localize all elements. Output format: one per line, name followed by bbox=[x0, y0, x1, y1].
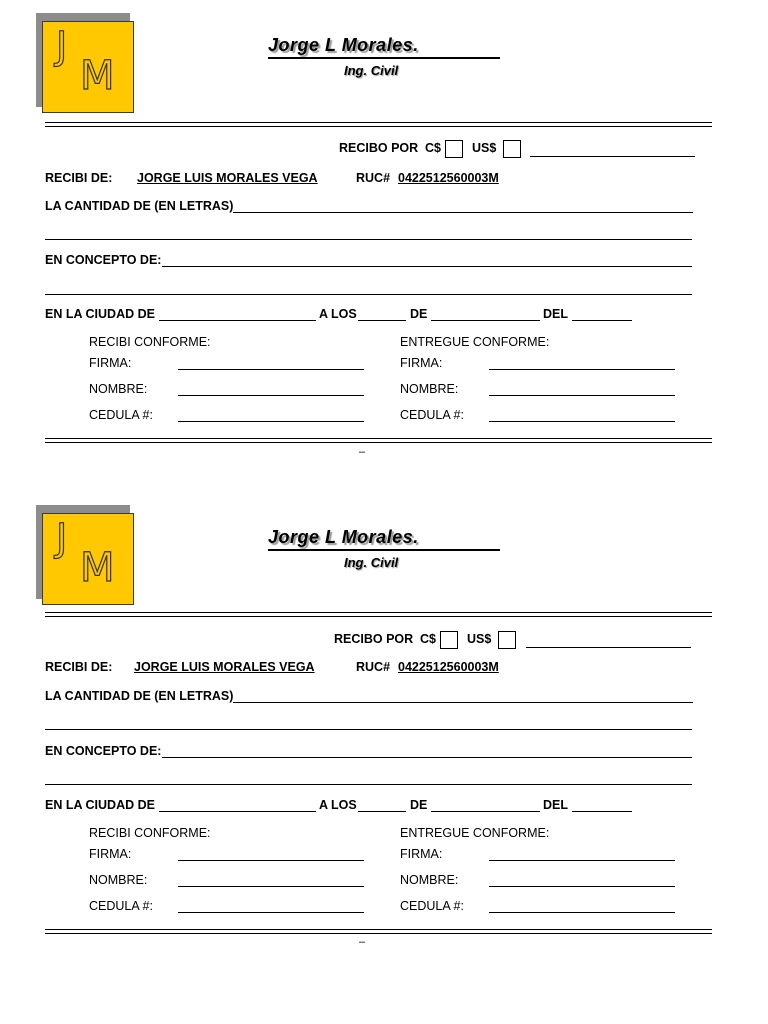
left-firma-label: FIRMA: bbox=[89, 847, 132, 861]
amount-line[interactable] bbox=[526, 647, 691, 648]
right-nombre-line[interactable] bbox=[489, 395, 675, 396]
footer-mark: – bbox=[359, 936, 366, 948]
right-cedula-line[interactable] bbox=[489, 421, 675, 422]
jm-logo bbox=[42, 21, 134, 113]
left-nombre-line[interactable] bbox=[178, 886, 364, 887]
logo-letter-m: M bbox=[80, 53, 115, 99]
ruc-label: RUC# bbox=[356, 171, 391, 185]
concepto-line-2[interactable] bbox=[45, 784, 692, 785]
left-cedula-label: CEDULA #: bbox=[89, 899, 153, 913]
top-divider bbox=[45, 122, 712, 127]
bottom-divider bbox=[45, 929, 712, 934]
mes-line[interactable] bbox=[431, 320, 540, 321]
left-firma-line[interactable] bbox=[178, 860, 364, 861]
currency-cordoba-label: C$ bbox=[420, 632, 436, 646]
footer-mark: – bbox=[359, 446, 366, 458]
concepto-line-2[interactable] bbox=[45, 294, 692, 295]
left-cedula-line[interactable] bbox=[178, 912, 364, 913]
brand-header bbox=[268, 527, 508, 570]
logo-letter-m: M bbox=[80, 545, 115, 591]
recibi-de-label: RECIBI DE: bbox=[45, 660, 113, 674]
right-cedula-label: CEDULA #: bbox=[400, 408, 464, 422]
recibi-conforme-title: RECIBI CONFORME: bbox=[89, 826, 211, 840]
logo-letter-j: J bbox=[56, 24, 68, 68]
cantidad-line-1[interactable] bbox=[233, 702, 693, 703]
a-los-label: A LOS bbox=[319, 798, 357, 812]
currency-dollar-label: US$ bbox=[467, 632, 492, 646]
receipt-1 bbox=[0, 0, 768, 470]
cordoba-checkbox[interactable] bbox=[440, 631, 458, 649]
brand-subtitle: Ing. Civil bbox=[344, 63, 399, 78]
top-divider bbox=[45, 612, 712, 617]
cantidad-label: LA CANTIDAD DE (EN LETRAS) bbox=[45, 689, 234, 703]
brand-header bbox=[268, 35, 508, 78]
mes-line[interactable] bbox=[431, 811, 540, 812]
right-firma-line[interactable] bbox=[489, 860, 675, 861]
ruc-label: RUC# bbox=[356, 660, 391, 674]
right-firma-line[interactable] bbox=[489, 369, 675, 370]
concepto-label: EN CONCEPTO DE: bbox=[45, 744, 162, 758]
left-cedula-line[interactable] bbox=[178, 421, 364, 422]
recibi-conforme-title: RECIBI CONFORME: bbox=[89, 335, 211, 349]
de-label: DE bbox=[410, 307, 428, 321]
dia-line[interactable] bbox=[358, 320, 406, 321]
right-cedula-line[interactable] bbox=[489, 912, 675, 913]
ciudad-line[interactable] bbox=[159, 811, 316, 812]
right-firma-label: FIRMA: bbox=[400, 847, 443, 861]
dollar-checkbox[interactable] bbox=[498, 631, 516, 649]
a-los-label: A LOS bbox=[319, 307, 357, 321]
de-label: DE bbox=[410, 798, 428, 812]
concepto-line-1[interactable] bbox=[162, 266, 692, 267]
currency-dollar-label: US$ bbox=[472, 141, 497, 155]
receipt-2 bbox=[0, 492, 768, 962]
ruc-value: 0422512560003M bbox=[398, 171, 499, 185]
left-nombre-line[interactable] bbox=[178, 395, 364, 396]
recibi-de-value: JORGE LUIS MORALES VEGA bbox=[134, 660, 315, 674]
currency-cordoba-label: C$ bbox=[425, 141, 441, 155]
entregue-conforme-title: ENTREGUE CONFORME: bbox=[400, 826, 550, 840]
cantidad-line-2[interactable] bbox=[45, 729, 692, 730]
logo-letter-j: J bbox=[56, 516, 68, 560]
right-nombre-label: NOMBRE: bbox=[400, 873, 459, 887]
left-firma-line[interactable] bbox=[178, 369, 364, 370]
ciudad-label: EN LA CIUDAD DE bbox=[45, 798, 155, 812]
cordoba-checkbox[interactable] bbox=[445, 140, 463, 158]
concepto-line-1[interactable] bbox=[162, 757, 692, 758]
dia-line[interactable] bbox=[358, 811, 406, 812]
bottom-divider bbox=[45, 438, 712, 443]
anio-line[interactable] bbox=[572, 811, 632, 812]
left-nombre-label: NOMBRE: bbox=[89, 873, 148, 887]
ruc-value: 0422512560003M bbox=[398, 660, 499, 674]
recibo-por-label: RECIBO POR bbox=[339, 141, 419, 155]
recibi-de-label: RECIBI DE: bbox=[45, 171, 113, 185]
left-nombre-label: NOMBRE: bbox=[89, 382, 148, 396]
del-label: DEL bbox=[543, 307, 568, 321]
concepto-label: EN CONCEPTO DE: bbox=[45, 253, 162, 267]
left-cedula-label: CEDULA #: bbox=[89, 408, 153, 422]
right-nombre-line[interactable] bbox=[489, 886, 675, 887]
amount-line[interactable] bbox=[530, 156, 695, 157]
left-firma-label: FIRMA: bbox=[89, 356, 132, 370]
right-cedula-label: CEDULA #: bbox=[400, 899, 464, 913]
jm-logo bbox=[42, 513, 134, 605]
brand-name: Jorge L Morales. bbox=[268, 527, 419, 547]
cantidad-line-1[interactable] bbox=[233, 212, 693, 213]
brand-underline bbox=[268, 57, 500, 59]
recibi-de-value: JORGE LUIS MORALES VEGA bbox=[137, 171, 318, 185]
right-firma-label: FIRMA: bbox=[400, 356, 443, 370]
ciudad-line[interactable] bbox=[159, 320, 316, 321]
del-label: DEL bbox=[543, 798, 568, 812]
dollar-checkbox[interactable] bbox=[503, 140, 521, 158]
recibo-por-label: RECIBO POR bbox=[334, 632, 414, 646]
cantidad-label: LA CANTIDAD DE (EN LETRAS) bbox=[45, 199, 234, 213]
right-nombre-label: NOMBRE: bbox=[400, 382, 459, 396]
brand-underline bbox=[268, 549, 500, 551]
brand-name: Jorge L Morales. bbox=[268, 35, 419, 55]
ciudad-label: EN LA CIUDAD DE bbox=[45, 307, 155, 321]
brand-subtitle: Ing. Civil bbox=[344, 555, 399, 570]
cantidad-line-2[interactable] bbox=[45, 239, 692, 240]
anio-line[interactable] bbox=[572, 320, 632, 321]
entregue-conforme-title: ENTREGUE CONFORME: bbox=[400, 335, 550, 349]
